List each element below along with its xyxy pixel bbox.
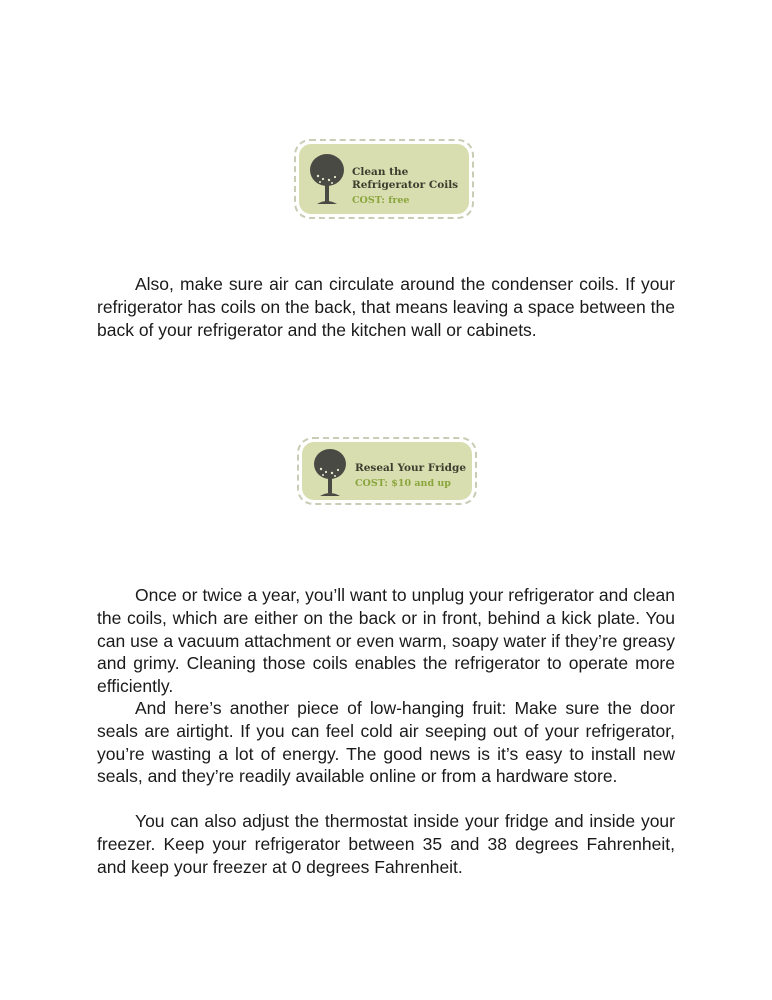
paragraph-clean-coils: Once or twice a year, you’ll want to unplug your refrigerator and clean the coils, which are either on the back or in front, behind a kick plate. You can use a vacuum attachment or even warm, soapy water if they’re greasy and grimy. Cleaning those coils enables the refrigerator to operate more efficiently. bbox=[97, 585, 675, 697]
paragraph-thermostat: You can also adjust the thermostat inside your fridge and inside your freezer. Keep your refrigerator between 35 and 38 degrees Fahrenheit, and keep your freezer at 0 degrees Fahrenheit. bbox=[97, 811, 675, 877]
tree-icon bbox=[312, 447, 348, 499]
tip-badge-title-line2: Refrigerator Coils bbox=[352, 179, 459, 191]
tip-badge-text bbox=[355, 462, 466, 490]
paragraph-condenser-coils: Also, make sure air can circulate around the condenser coils. If your refrigerator has coils on the back, that means leaving a space between the back of your refrigerator and the kitchen wall or cabinets. bbox=[97, 274, 675, 340]
tip-badge-title: Reseal Your Fridge bbox=[355, 462, 467, 474]
tip-badge-reseal-fridge bbox=[297, 437, 477, 505]
paragraph-door-seals: And here’s another piece of low-hanging fruit: Make sure the door seals are airtight. If you can feel cold air seeping out of your refrigerator, you’re wasting a lot of energy. The good news is it’s easy to install new seals, and they’re readily available online or from a hardware store. bbox=[97, 698, 675, 787]
tree-icon bbox=[309, 152, 345, 208]
tip-badge-clean-coils bbox=[294, 139, 474, 219]
tip-badge-background bbox=[302, 442, 472, 500]
tip-badge-text bbox=[352, 166, 458, 207]
tip-badge-cost: COST: $10 and up bbox=[355, 478, 451, 489]
tip-badge-background bbox=[299, 144, 469, 214]
tip-badge-cost: COST: free bbox=[352, 195, 410, 206]
tip-badge-title: Clean the bbox=[352, 166, 409, 178]
